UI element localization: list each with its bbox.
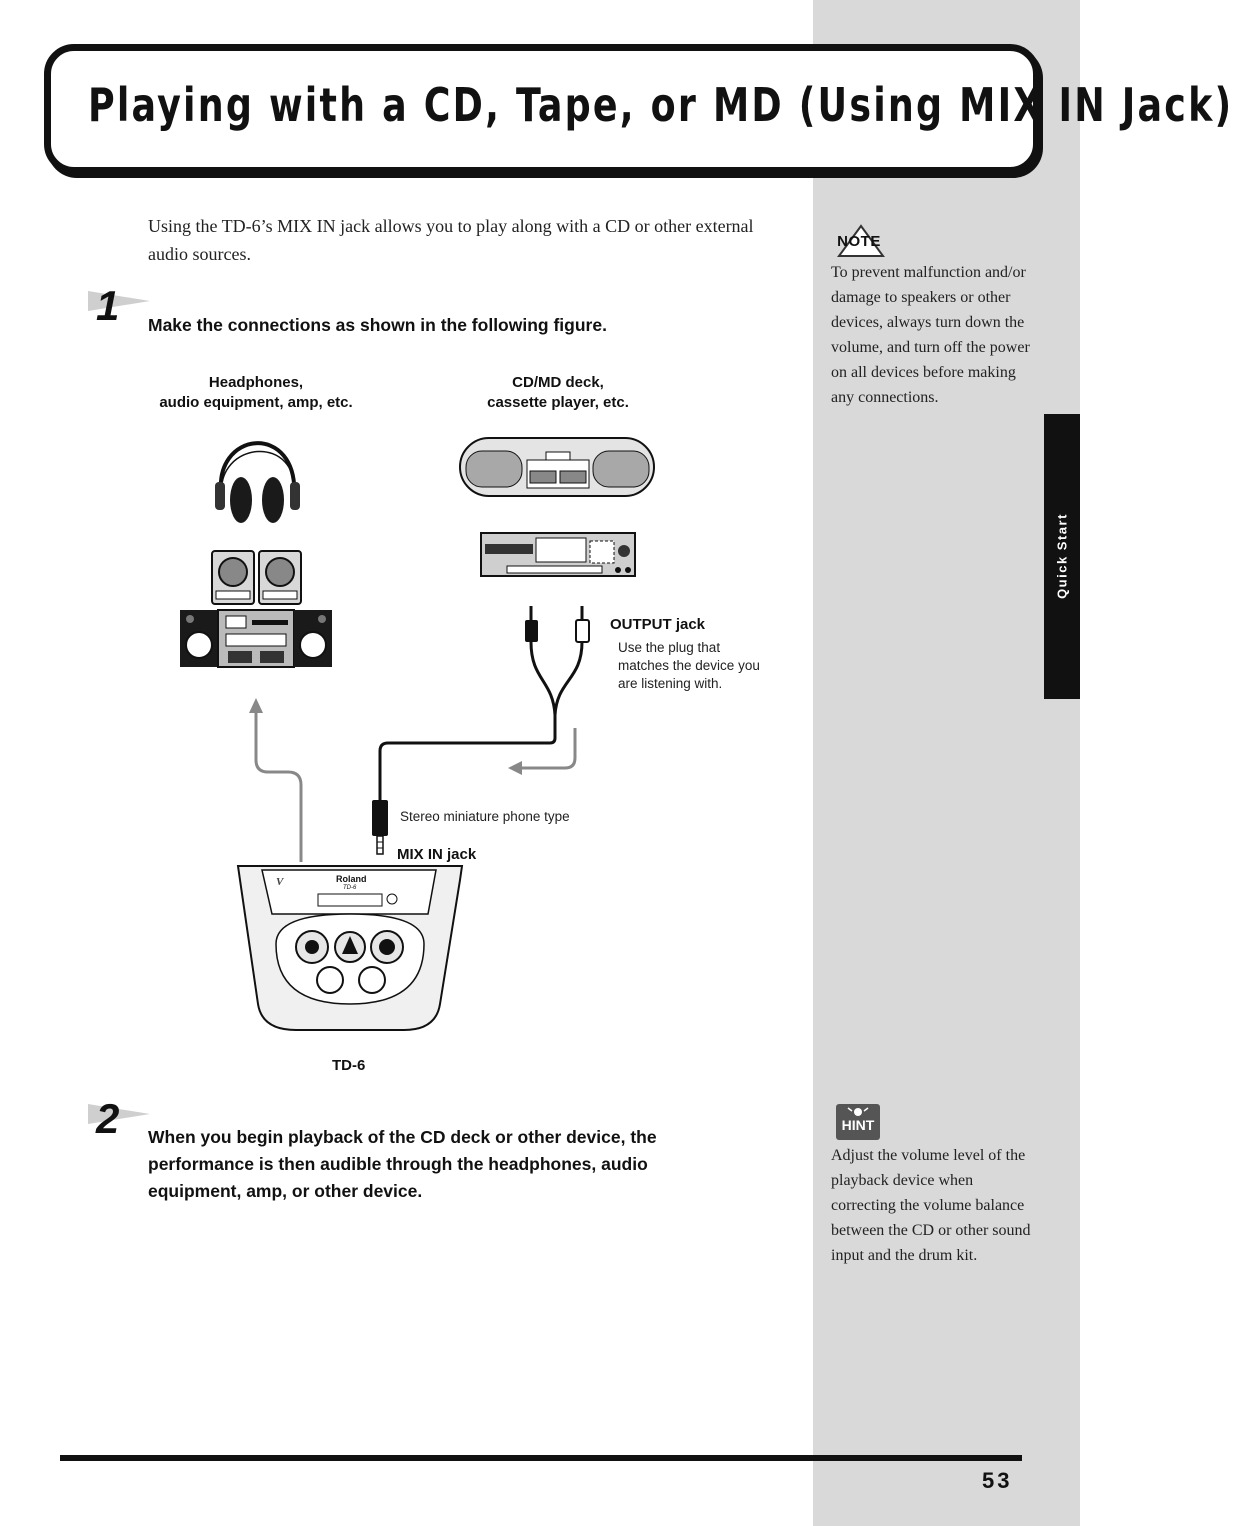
td6-module-icon <box>238 866 462 1030</box>
hint-badge <box>836 1104 880 1140</box>
module-brand: Roland <box>336 874 367 884</box>
cassette-player-icon <box>460 438 654 496</box>
td6-caption: TD-6 <box>332 1057 366 1074</box>
signal-arrows <box>249 698 575 862</box>
hint-badge-text: HINT <box>841 1117 875 1133</box>
cd-md-label-line1: CD/MD deck, <box>512 374 604 391</box>
stereo-type-label: Stereo miniature phone type <box>400 809 570 824</box>
step-2-text: When you begin playback of the CD deck or other device, the performance is then audible through the headphones, audio equipment, amp, or other device. <box>148 1127 657 1201</box>
headphones-label-line1: Headphones, <box>208 374 304 391</box>
small-speakers-icon <box>212 551 301 604</box>
footer-rule <box>60 1455 1022 1461</box>
section-tab-label: Quick Start <box>1054 513 1070 599</box>
cd-md-label-line2: cassette player, etc. <box>487 394 629 411</box>
main-cable <box>380 715 555 800</box>
note-badge-text: NOTE <box>837 233 881 250</box>
module-model: TD-6 <box>343 885 357 891</box>
output-jack-note: Use the plug that matches the device you are listening with. <box>618 640 760 691</box>
svg-text:V: V <box>276 876 284 888</box>
page-title: Playing with a CD, Tape, or MD (Using MIX IN Jack) <box>88 78 1233 132</box>
phone-plug-icon <box>372 800 388 854</box>
headphones-label <box>140 373 372 413</box>
step-1-number: 1 <box>96 282 120 329</box>
headphones-label-line2: audio equipment, amp, etc. <box>159 394 353 411</box>
mix-in-jack-label: MIX IN jack <box>397 846 477 863</box>
note-text: To prevent malfunction and/or damage to speakers or other devices, always turn down the volume, and turn off the power on all devices before making any connections. <box>831 264 1030 406</box>
cd-deck-icon <box>481 533 635 576</box>
stereo-system-icon <box>180 610 332 667</box>
hint-text: Adjust the volume level of the playback device when correcting the volume balance between the CD or other sound input and the drum kit. <box>831 1147 1031 1264</box>
note-badge <box>836 224 886 258</box>
step-1-text: Make the connections as shown in the following figure. <box>148 315 607 335</box>
cd-md-label <box>458 373 658 413</box>
intro-paragraph: Using the TD-6’s MIX IN jack allows you to play along with a CD or other external audio sources. <box>148 216 754 264</box>
page-number: 53 <box>982 1468 1013 1493</box>
hint-lightbulb-icon <box>836 1105 880 1117</box>
connection-diagram <box>150 425 810 1085</box>
step-2-number: 2 <box>96 1095 120 1142</box>
headphones-icon <box>215 443 300 523</box>
output-jack-label: OUTPUT jack <box>610 616 706 633</box>
rca-plugs-icon <box>525 606 589 715</box>
